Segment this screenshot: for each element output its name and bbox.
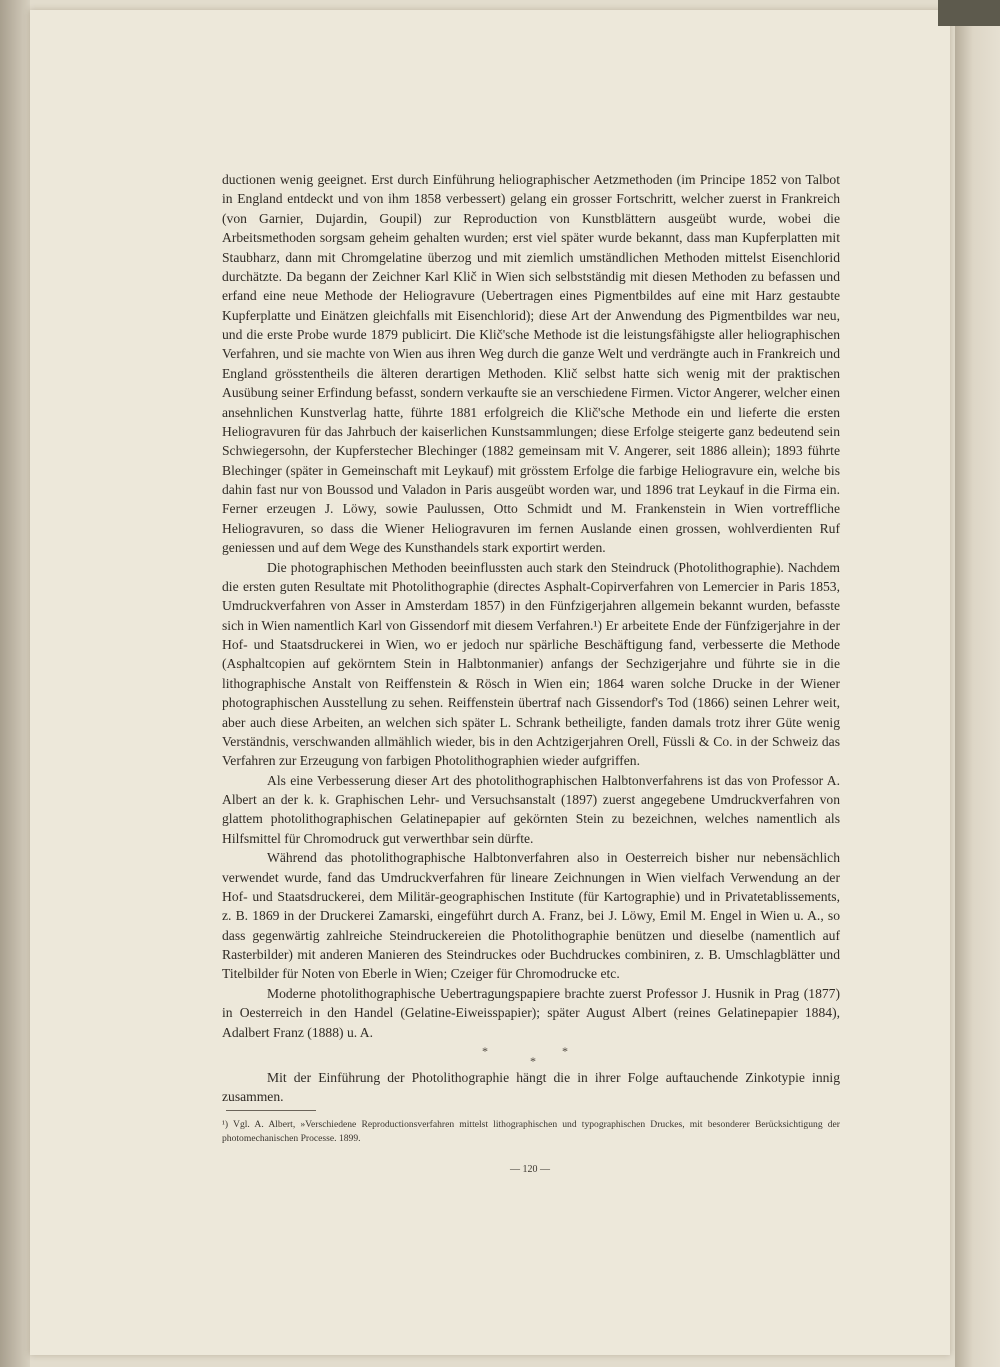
footnote: ¹) Vgl. A. Albert, »Verschiedene Reproductionsverfahren mittelst lithographischen und typographischen Druckes, mit besonderer Berücksichtigung der photomechanischen Processe. 1899. (222, 1119, 840, 1144)
asterisk-right: * (562, 1044, 568, 1058)
footnote-divider (226, 1110, 316, 1111)
page-number: — 120 — (510, 1164, 550, 1175)
closing-paragraph: Mit der Einführung der Photolithographie hängt die in ihrer Folge auftauchende Zinkotypie innig zusammen. (222, 1070, 840, 1105)
asterisk-center: * (530, 1054, 536, 1068)
asterisk-left: * (482, 1044, 488, 1058)
paragraph-1: ductionen wenig geeignet. Erst durch Einführung heliographischer Aetzmethoden (im Principe 1852 von Talbot in England entdeckt und von ihm 1858 verbessert) gelang ein grosser Fortschritt, welcher zuerst in Frankreich (von Garnier, Dujardin, Goupil) zur Reproduction von Kunstblättern ausgeübt wurde, wobei die Arbeitsmethoden sorgsam geheim gehalten wurden; erst viel später wurde bekannt, dass man Kupferplatten mit Staubharz, dann mit Chromgelatine überzog und mit ziemlich umständlichen Methoden mittelst Eisenchlorid durchätzte. Da begann der Zeichner Karl Klič in Wien sich selbstständig mit diesen Methoden zu befassen und erfand eine neue Methode der Heliogravure (Uebertragen eines Pigmentbildes auf eine mit Harz gestaubte Kupferplatte und Einätzen gleichfalls mit Eisenchlorid); diese Art der Anwendung des Pigmentbildes war neu, und die erste Probe wurde 1879 publicirt. Die Klič'sche Methode ist die leistungsfähigste aller heliographischen Verfahren, und sie machte von Wien aus ihren Weg durch die ganze Welt und verdrängte auch in Frankreich und England grösstentheils die älteren derartigen Methoden. Klič selbst hatte sich wenig mit der praktischen Ausübung seiner Erfindung befasst, sondern verkaufte sie an verschiedene Firmen. Victor Angerer, welcher einen ansehnlichen Kunstverlag hatte, führte 1881 erfolgreich die Klič'sche Methode ein und lieferte die ersten Heliogravuren für das Jahrbuch der kaiserlichen Kunstsammlungen; diese Erfolge steigerte ganz bedeutend sein Schwiegersohn, der Kupferstecher Blechinger (1882 gemeinsam mit V. Angerer, seit 1886 allein); 1893 führte Blechinger (später in Gemeinschaft mit Leykauf) mit grösstem Erfolge die farbige Heliogravure ein, welche bis dahin fast nur von Boussod und Valadon in Paris ausgeübt worden war, und 1896 trat Leykauf in die Firma ein. Ferner erzeugen J. Löwy, sowie Paulussen, Otto Schmidt und M. Frankenstein in Wien vortreffliche Heliogravuren, so dass die Wiener Heliogravuren im fernen Auslande einen grossen, wohlverdienten Ruf geniessen und auf dem Wege des Kunsthandels stark exportirt werden. (222, 172, 840, 556)
paragraph-5: Moderne photolithographische Uebertragungspapiere brachte zuerst Professor J. Husnik in Prag (1877) in Oesterreich in den Handel (Gelatine-Eiweisspapier); später August Albert (reines Gelatinepapier 1884), Adalbert Franz (1888) u. A. (222, 985, 840, 1040)
binding-strip (938, 0, 1000, 26)
paragraph-2: Die photographischen Methoden beeinflussten auch stark den Steindruck (Photolithographie). Nachdem die ersten guten Resultate mit Photolithographie (directes Asphalt-Copirverfahren von Lemercier in Paris 1853, Umdruckverfahren von Asser in Amsterdam 1857) in den Fünfzigerjahren allgemein bekannt wurden, befasste sich in Wien namentlich Karl von Gissendorf mit diesem Verfahren.¹) Er arbeitete Ende der Fünfzigerjahre in der Hof- und Staatsdruckerei in Wien, wo er jedoch nur spärliche Beschäftigung fand, verbesserte die Methode (Asphaltcopien auf gekörntem Stein in Halbtonmanier) anfangs der Sechzigerjahre und führte sie in die lithographische Anstalt von Reiffenstein & Rösch in Wien ein; 1864 waren solche Drucke in der Wiener photographischen Ausstellung zu sehen. Reiffenstein übertraf nach Gissendorf's Tod (1866) seinen Lehrer weit, aber auch diese Arbeiten, an welchen sich später L. Schrank betheiligte, fanden damals trotz ihrer Güte wenig Verständnis, verschwanden allmählich wieder, bis in den Achtzigerjahren Orell, Füssli & Co. in der Schweiz das Verfahren zur Erzeugung von farbigen Photolithographien wieder aufgriffen. (222, 559, 840, 769)
asterism (470, 1044, 580, 1070)
paragraph-3: Als eine Verbesserung dieser Art des photolithographischen Halbtonverfahrens ist das von Professor A. Albert an der k. k. Graphischen Lehr- und Versuchsanstalt (1897) zuerst angegebene Umdruckverfahren von glattem photolithographischen Gelatinepapier auf gekörnten Stein zu bezeichnen, welches namentlich als Hilfsmittel für Chromodruck gut verwerthbar sein dürfte. (222, 772, 840, 846)
facing-page-edge (955, 0, 1000, 1367)
paragraph-4: Während das photolithographische Halbtonverfahren also in Oesterreich bisher nur nebensächlich verwendet wurde, fand das Umdruckverfahren für lineare Zeichnungen in Wien vielfach Verwendung an der Hof- und Staatsdruckerei, dem Militär-geographischen Institute (für Kartographie) und in Privatetablissements, z. B. 1869 in der Druckerei Zamarski, eingeführt durch A. Franz, bei J. Löwy, Emil M. Engel in Wien u. A., so dass gegenwärtig zahlreiche Steindruckereien die Photolithographie benützen und dieselbe (namentlich auf Rasterbilder) mit anderen Manieren des Steindruckes oder Buchdruckes combiniren, z. B. Umschlagblätter und Titelbilder für Noten von Eberle in Wien; Czeiger für Chromodrucke etc. (222, 850, 840, 982)
body-text (222, 170, 840, 1042)
book-gutter (0, 0, 30, 1367)
closing-text (222, 1068, 840, 1107)
